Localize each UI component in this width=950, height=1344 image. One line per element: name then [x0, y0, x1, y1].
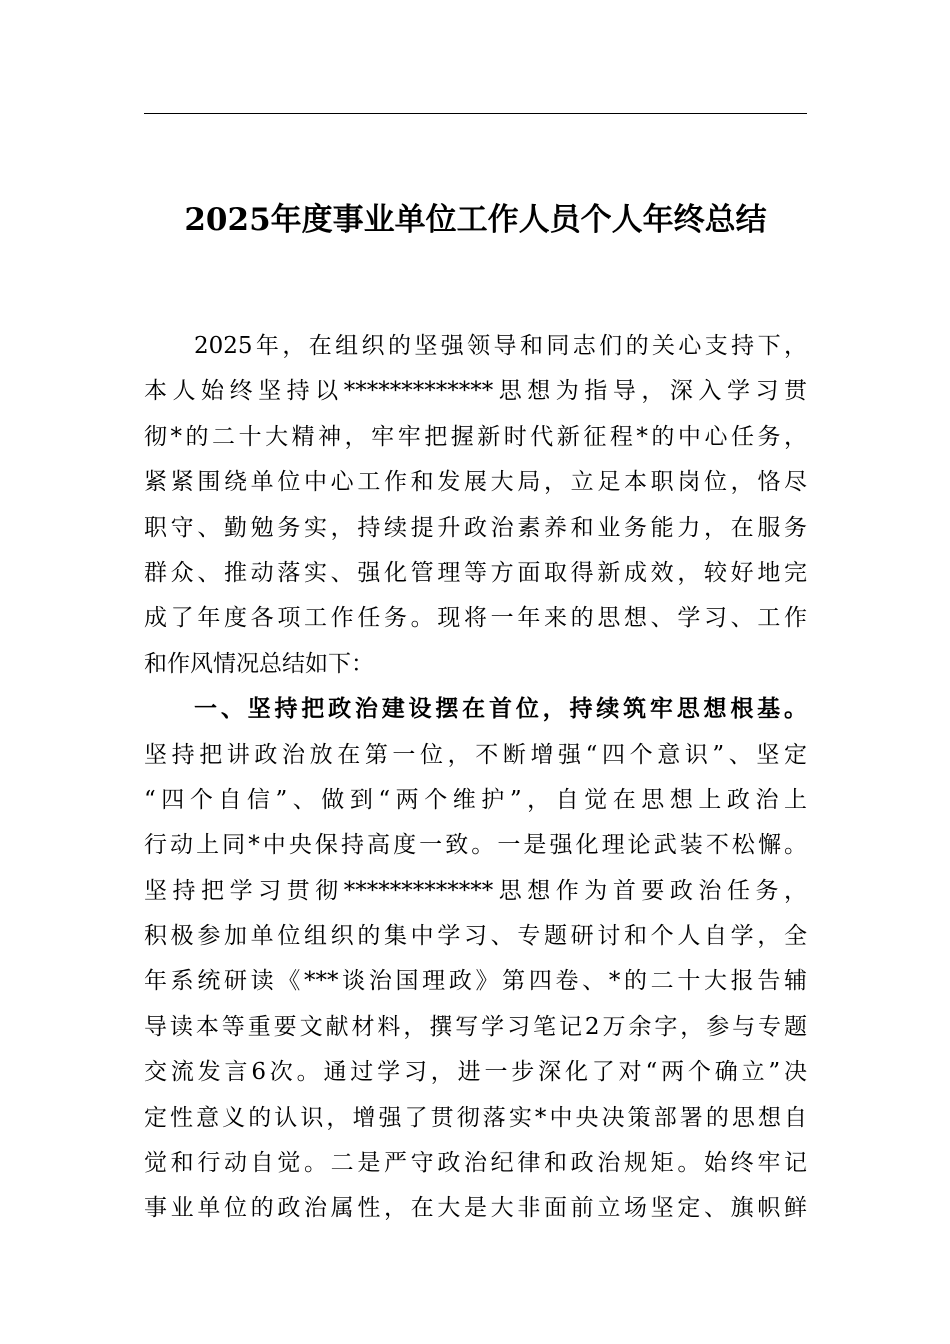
- body-line: 成了年度各项工作任务。现将一年来的思想、学习、工作: [144, 605, 807, 632]
- body-line: 交流发言6次。通过学习，进一步深化了对“两个确立”决: [144, 1059, 807, 1086]
- header-rule: [144, 113, 807, 114]
- body-line: 觉和行动自觉。二是严守政治纪律和政治规矩。始终牢记: [144, 1150, 807, 1177]
- body-line: 群众、推动落实、强化管理等方面取得新成效，较好地完: [144, 559, 807, 586]
- body-line: 积极参加单位组织的集中学习、专题研讨和个人自学，全: [144, 923, 807, 950]
- body-line: 定性意义的认识，增强了贯彻落实*中央决策部署的思想自: [144, 1104, 807, 1131]
- body-line: 和作风情况总结如下：: [144, 650, 374, 677]
- body-line: 坚持把讲政治放在第一位，不断增强“四个意识”、坚定: [144, 741, 807, 768]
- body-line: 坚持把学习贯彻*************思想作为首要政治任务，: [144, 877, 807, 904]
- body-line: 事业单位的政治属性，在大是大非面前立场坚定、旗帜鲜: [144, 1195, 807, 1222]
- body-line: 年系统研读《***谈治国理政》第四卷、*的二十大报告辅: [144, 968, 807, 995]
- document-body: [144, 324, 807, 1232]
- section-heading-line: [144, 687, 807, 732]
- document-title: 2025年度事业单位工作人员个人年终总结: [184, 202, 767, 238]
- body-line: 彻*的二十大精神，牢牢把握新时代新征程*的中心任务，: [144, 423, 807, 450]
- body-line: 职守、勤勉务实，持续提升政治素养和业务能力，在服务: [144, 514, 807, 541]
- body-line: 本人始终坚持以*************思想为指导，深入学习贯: [144, 378, 807, 405]
- section-heading: 一、坚持把政治建设摆在首位，持续筑牢思想根基。: [194, 696, 807, 723]
- body-line: 紧紧围绕单位中心工作和发展大局，立足本职岗位，恪尽: [144, 469, 807, 496]
- body-line: 导读本等重要文献材料，撰写学习笔记2万余字，参与专题: [144, 1013, 807, 1040]
- body-line: 2025年，在组织的坚强领导和同志们的关心支持下，: [194, 333, 807, 359]
- body-line: “四个自信”、做到“两个维护”，自觉在思想上政治上: [144, 786, 807, 813]
- body-line: 行动上同*中央保持高度一致。一是强化理论武装不松懈。: [144, 832, 807, 859]
